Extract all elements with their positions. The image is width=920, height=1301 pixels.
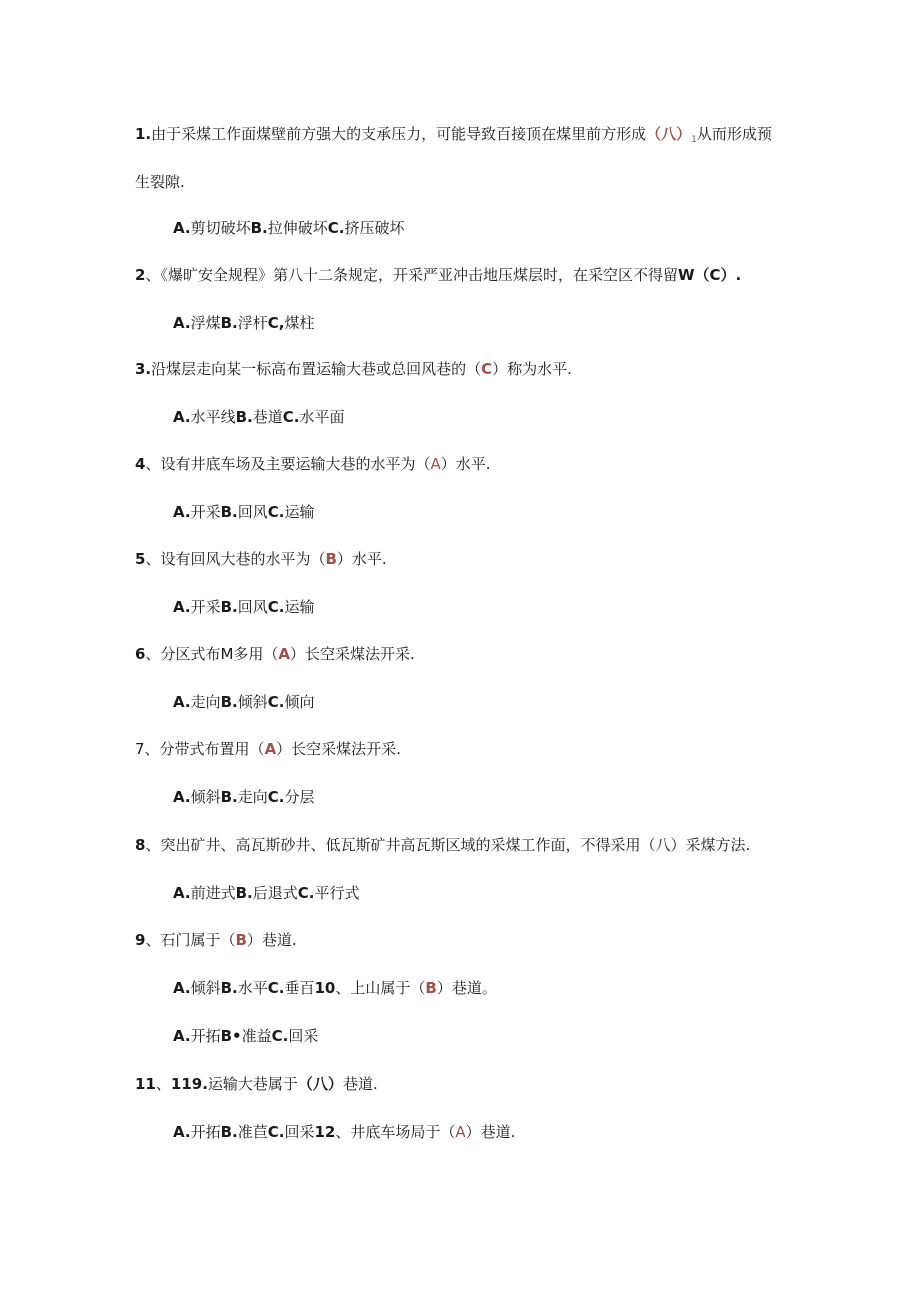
option-c-text: 倾向: [284, 693, 315, 711]
option-c-text: 回采: [284, 1123, 315, 1141]
options-10: [173, 1026, 318, 1046]
question-text-tail: 从而形成预: [696, 125, 772, 143]
option-a-text: 开拓: [190, 1027, 221, 1045]
option-b-letter: B.: [220, 503, 238, 521]
option-a-letter: A.: [173, 1027, 191, 1045]
option-c-letter: C.: [271, 1027, 289, 1045]
option-a-text: 水平线: [190, 408, 236, 426]
question-number: 1.: [135, 125, 152, 143]
option-c-text: 水平面: [299, 408, 345, 426]
question-9: [135, 930, 297, 950]
option-c-text: 回采: [288, 1027, 319, 1045]
option-a-letter: A.: [173, 788, 191, 806]
question-text-tail: ）巷道.: [246, 931, 297, 949]
option-c-text: 运输: [284, 598, 315, 616]
options-11-and-question-12: [173, 1122, 515, 1142]
answer-mark: B: [235, 931, 247, 949]
option-a-letter: A.: [173, 314, 191, 332]
answer-mark: A: [430, 455, 441, 473]
option-a-letter: A.: [173, 979, 191, 997]
answer-mark: A: [264, 740, 277, 758]
question-text: 、《爆旷安全规程》第八十二条规定，开采严亚冲击地压煤层时，在采空区不得留: [145, 266, 678, 284]
question-text-tail: ）巷道。: [436, 979, 497, 997]
question-number-secondary: 119.: [170, 1075, 208, 1093]
option-a-letter: A.: [173, 884, 191, 902]
question-number: 6: [135, 645, 146, 663]
question-text: 、突出矿井、高瓦斯砂井、低瓦斯矿井高瓦斯区域的采煤工作面，不得采用（八）采煤方法.: [145, 836, 751, 854]
option-a-letter: A.: [173, 1123, 191, 1141]
option-b-letter: B.: [220, 598, 238, 616]
answer-mark: B: [325, 550, 337, 568]
option-b-letter: B.: [235, 884, 253, 902]
question-text-mid: 运输大巷属于: [207, 1075, 298, 1093]
question-7: [135, 739, 401, 759]
options-4: [173, 502, 315, 522]
option-c-letter: C.: [267, 979, 285, 997]
option-b-letter: B.: [220, 314, 238, 332]
option-b-letter: B•: [220, 1027, 242, 1045]
option-c-letter: C.: [267, 788, 285, 806]
options-9-and-question-10: [173, 978, 497, 998]
question-5: [135, 549, 387, 569]
option-c-letter: C.: [297, 884, 315, 902]
option-b-text: 巷道: [252, 408, 283, 426]
answer-mark: A: [455, 1123, 466, 1141]
question-text: 、分带式布置用（: [144, 740, 265, 758]
option-c-letter: C.: [267, 503, 285, 521]
answer-mark: A: [278, 645, 290, 663]
question-number: 4: [135, 455, 146, 473]
option-a-letter: A.: [173, 693, 191, 711]
option-a-text: 浮煤: [190, 314, 221, 332]
question-number: 11: [135, 1075, 156, 1093]
question-text: 沿煤层走向某一标高布置运输大巷或总回风巷的（: [151, 360, 482, 378]
option-a-text: 前进式: [190, 884, 236, 902]
options-8: [173, 883, 360, 903]
option-c-text: 煤柱: [284, 314, 315, 332]
option-c-text: 分层: [284, 788, 315, 806]
question-text: 、上山属于（: [335, 979, 426, 997]
option-b-text: 浮杆: [237, 314, 268, 332]
option-c-letter: C,: [267, 314, 285, 332]
option-c-letter: C.: [282, 408, 300, 426]
option-c-letter: C.: [327, 219, 345, 237]
question-text: 、分区式布M多用（: [145, 645, 279, 663]
question-number: 8: [135, 836, 146, 854]
question-text-tail: 巷道.: [342, 1075, 378, 1093]
option-a-text: 走向: [190, 693, 221, 711]
option-b-letter: B.: [220, 1123, 238, 1141]
option-b-text: 后退式: [252, 884, 298, 902]
question-number: 7: [135, 740, 145, 758]
options-6: [173, 692, 315, 712]
question-number: 10: [314, 979, 336, 997]
option-a-text: 剪切破坏: [190, 219, 251, 237]
option-a-letter: A.: [173, 598, 191, 616]
question-1: [135, 124, 772, 150]
question-text: 由于采煤工作面煤壁前方强大的支承压力，可能导致百接顶在煤里前方形成: [151, 125, 647, 143]
option-b-text: 准益: [241, 1027, 272, 1045]
question-number: 9: [135, 931, 146, 949]
answer-mark: B: [425, 979, 437, 997]
option-a-text: 开采: [190, 503, 221, 521]
question-number: 2: [135, 266, 146, 284]
option-b-text: 回风: [237, 503, 268, 521]
options-5: [173, 597, 315, 617]
question-text: 、: [155, 1075, 171, 1093]
option-b-text: 倾斜: [237, 693, 268, 711]
question-11: [135, 1074, 378, 1094]
options-1: [173, 218, 405, 238]
option-b-text: 准苣: [237, 1123, 268, 1141]
option-a-letter: A.: [173, 503, 191, 521]
question-1-continuation: [135, 172, 185, 192]
option-c-letter: C.: [267, 598, 285, 616]
option-a-text: 倾斜: [190, 979, 221, 997]
question-3: [135, 359, 572, 379]
option-a-text: 开采: [190, 598, 221, 616]
answer-mark: （八）: [646, 125, 692, 143]
question-text: 、设有井底车场及主要运输大巷的水平为（: [145, 455, 431, 473]
option-a-letter: A.: [173, 219, 191, 237]
option-a-text: 开拓: [190, 1123, 221, 1141]
option-b-letter: B.: [235, 408, 253, 426]
question-6: [135, 644, 415, 664]
option-c-text: 平行式: [314, 884, 360, 902]
option-b-text: 水平: [237, 979, 268, 997]
question-text-tail: ）巷道.: [465, 1123, 516, 1141]
option-c-text: 运输: [284, 503, 315, 521]
option-b-letter: B.: [220, 693, 238, 711]
answer-mark: W（C）.: [677, 266, 742, 284]
option-c-letter: C.: [267, 693, 285, 711]
option-b-text: 走向: [237, 788, 268, 806]
option-b-text: 拉伸破坏: [267, 219, 328, 237]
question-text-tail: ）称为水平.: [492, 360, 572, 378]
question-text: 、设有回风大巷的水平为（: [145, 550, 326, 568]
option-b-letter: B.: [220, 979, 238, 997]
answer-subscript: 1: [691, 135, 697, 145]
question-text-tail: ）长空采煤法开采.: [276, 740, 401, 758]
question-number: 3.: [135, 360, 152, 378]
question-number: 5: [135, 550, 146, 568]
question-text-tail: ）水平.: [336, 550, 387, 568]
question-text: 、井底车场局于（: [335, 1123, 456, 1141]
question-8: [135, 835, 750, 855]
options-7: [173, 787, 315, 807]
answer-mark: （八）: [297, 1075, 343, 1093]
question-4: [135, 454, 491, 474]
question-text-tail: ）水平.: [440, 455, 491, 473]
question-number: 12: [314, 1123, 336, 1141]
option-b-letter: B.: [250, 219, 268, 237]
question-2: [135, 265, 741, 285]
answer-mark: C: [481, 360, 493, 378]
question-text: 、石门属于（: [145, 931, 236, 949]
option-c-text: 挤压破坏: [344, 219, 405, 237]
option-a-text: 倾斜: [190, 788, 221, 806]
option-a-letter: A.: [173, 408, 191, 426]
options-2: [173, 313, 315, 333]
option-b-letter: B.: [220, 788, 238, 806]
option-c-text: 垂百: [284, 979, 315, 997]
question-text-tail: ）长空采煤法开采.: [290, 645, 415, 663]
question-text-continued: 生裂隙.: [135, 173, 185, 191]
options-3: [173, 407, 345, 427]
option-b-text: 回风: [237, 598, 268, 616]
option-c-letter: C.: [267, 1123, 285, 1141]
